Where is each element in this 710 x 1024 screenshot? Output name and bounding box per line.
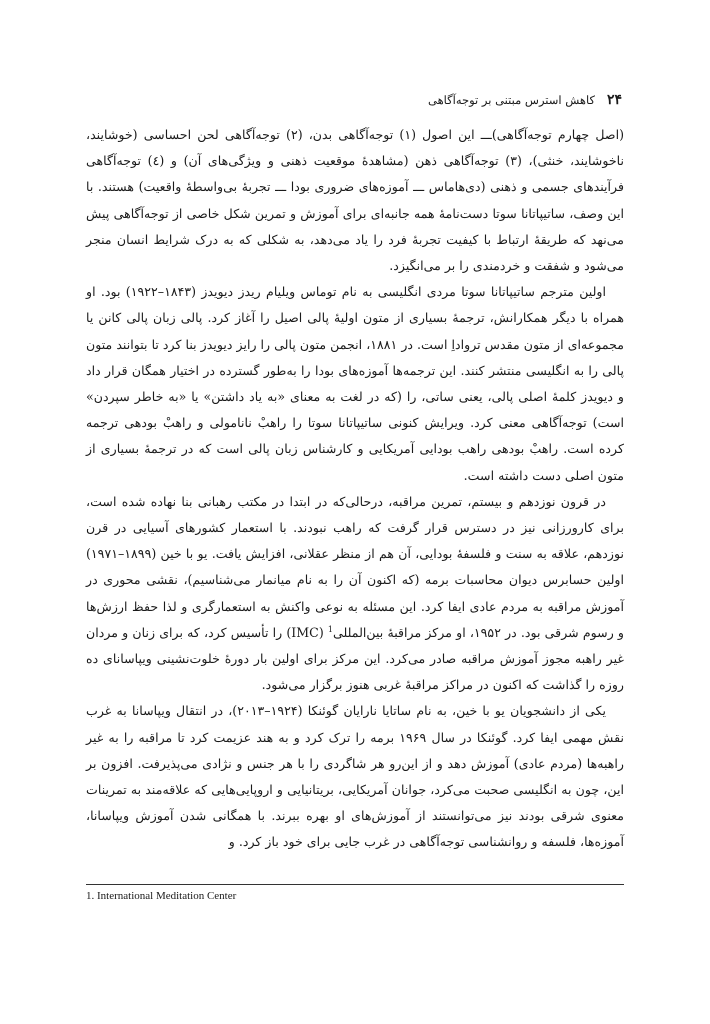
running-header-title: کاهش استرس مبتنی بر توجه‌آگاهی xyxy=(428,93,595,107)
footnote-divider xyxy=(86,884,624,885)
paragraph-1: (اصل چهارم توجه‌آگاهی)ـــ این اصول (۱) توجه‌آگاهی بدن، (۲) توجه‌آگاهی لحن احساسی (خوشایند، ناخوشایند، خنثی)، (۳) توجه‌آگاهی ذهن (مشاهدهٔ موقعیت ذهنی و ویژگی‌های آن) و (٤) توجه‌آگاهی فرآیندهای جسمی و ذهنی (دی‌هاماس ـــ آموزه‌های ضروری بودا ـــ تجربهٔ بی‌واسطهٔ واقعیت) هستند. با این وصف، ساتیپاتانا سوتا دست‌نامهٔ همه جانبه‌ای برای آموزش و تمرین شکل خاصی از توجه‌آگاهی پیش می‌نهد که طریقهٔ ارتباط با کیفیت تجربهٔ فرد را یاد می‌دهد، به شکلی که به درک شرایط انسان منجر می‌شود و شفقت و خردمندی را بر می‌انگیزد. xyxy=(86,127,624,274)
page-number: ۲۴ xyxy=(606,92,622,108)
footnote: 1. International Meditation Center xyxy=(86,890,237,902)
body-text xyxy=(86,122,624,856)
running-header xyxy=(428,92,622,108)
paragraph-3-part-1: در قرون نوزدهم و بیستم، تمرین مراقبه، درحالی‌که در ابتدا در مکتب رهبانی بنا نهاده شده است، برای کارورزانی نیز در دسترس قرار گرفت که راهب نبودند. با استعمار کشورهای آسیایی در قرن نوزدهم، علاقه به سنت و فلسفهٔ بودایی، آن هم از منظر عقلانی، افزایش یافت. یو با خین (۱۸۹۹–۱۹۷۱) اولین حسابرس دیوان محاسبات برمه (که اکنون آن را به نام میانمار می‌شناسیم)، نقشی محوری در آموزش مراقبه به مردم عادی ایفا کرد. این مسئله به نوعی واکنش به استعمارگری و لذا حفظ ارزش‌ها و رسوم شرقی بود. در ۱۹۵۲، او مرکز مراقبهٔ بین‌المللی xyxy=(86,493,624,640)
paragraph-2: اولین مترجم ساتیپاتانا سوتا مردی انگلیسی به نام توماس ویلیام ریدز دیویدز (۱۸۴۳–۱۹۲۲) بود. او همراه با دیگر همکارانش، ترجمهٔ بسیاری از متون اولیهٔ پالی اصیل را آغاز کرد. پالی زبان پالی کانن یا مجموعه‌ای از متون مقدس ترواداِ است. در ۱۸۸۱، انجمن متون پالی را رایز دیویدز بنا کرد تا بتوانند متون پالی را به انگلیسی منتشر کنند. این ترجمه‌ها آموزه‌های بودا را به‌طور گسترده در اختیار همگان قرار داد و دیویدز کلمهٔ اصلی پالی، یعنی ساتی، را (که در لغت به معنای «به یاد داشتن» یا «به خاطر سپردن» است) توجه‌آگاهی معنی کرد. ویرایش کنونی ساتیپاتانا سوتا را راهبْ نانامولی و راهبْ بودهی ترجمه کرده است. راهبْ بودهی راهب بودایی آمریکایی و کارشناس زبان پالی است که در ترجمهٔ بسیاری از متون اصلی دست داشته است. xyxy=(86,284,624,483)
paragraph-3 xyxy=(86,489,624,699)
paragraph-4: یکی از دانشجویان یو با خین، به نام ساتایا نارایان گوئنکا (۱۹۲۴–۲۰۱۳)، در انتقال ویپاسانا به غرب نقش مهمی ایفا کرد. گوئنکا در سال ۱۹۶۹ برمه را ترک کرد و به هند عزیمت کرد تا مراقبه را به غیر راهبه‌ها (مردم عادی) آموزش دهد و از این‌رو هر شاگردی را با هر جنس و نژادی می‌پذیرفت. افزون بر این، چون به انگلیسی صحبت می‌کرد، جوانان آمریکایی، بریتانیایی و اروپایی‌هایی که علاقه‌مند به تمرینات معنوی شرقی بودند نیز می‌توانستند از آموزش‌های او بهره ببرند. با همگانی شدن آموزش ویپاسانا، آموزه‌ها، فلسفه و روانشناسی توجه‌آگاهی در غرب جایی برای خود باز کرد. و xyxy=(86,703,624,850)
footnote-reference: 1 xyxy=(327,624,333,634)
paragraph-3-part-2: (IMC) را تأسیس کرد، که برای زنان و مردان غیر راهبه مجوز آموزش مراقبه صادر می‌کرد. این مرکز برای اولین بار دورهٔ خلوت‌نشینی ویپاسانای ده روزه را گذاشت که اکنون در مراکز مراقبهٔ غربی هنوز برگزار می‌شود. xyxy=(86,624,624,693)
